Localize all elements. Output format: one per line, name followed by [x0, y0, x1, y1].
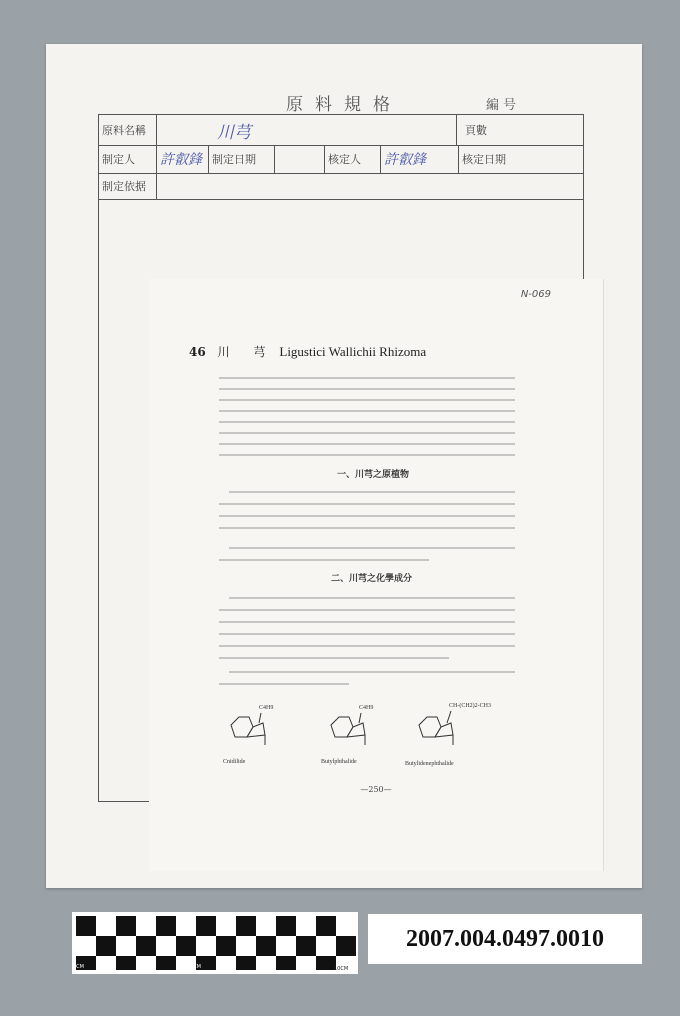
- text-line: [219, 559, 429, 561]
- scale-square: [196, 916, 216, 936]
- form-row-basis: [99, 173, 583, 200]
- name-label: 原料名稱: [99, 115, 157, 145]
- catalog-number-label: 2007.004.0497.0010: [368, 914, 642, 964]
- scale-square: [136, 936, 156, 956]
- text-line: [219, 388, 515, 390]
- text-line: [219, 621, 515, 623]
- text-line: [219, 377, 515, 379]
- heading-latin: Ligustici Wallichii Rhizoma: [279, 344, 427, 359]
- scale-square: [156, 956, 176, 970]
- scale-square: [76, 916, 96, 936]
- text-line: [229, 491, 515, 493]
- scale-square: [116, 916, 136, 936]
- text-line: [219, 633, 515, 635]
- text-line: [219, 657, 449, 659]
- structure-label: Butylphthalide: [321, 759, 357, 765]
- text-line: [219, 527, 515, 529]
- scale-square: [256, 936, 276, 956]
- text-line: [219, 454, 515, 456]
- form-number-label: 編号: [485, 98, 520, 113]
- basis-label: 制定依据: [99, 173, 157, 199]
- checker-label: 核定人: [325, 145, 381, 173]
- scale-square: [156, 916, 176, 936]
- scale-square: [236, 916, 256, 936]
- section-heading: 一、川芎之原植物: [337, 470, 410, 480]
- text-line: [229, 671, 515, 673]
- text-line: [229, 547, 515, 549]
- date1-label: 制定日期: [209, 145, 275, 173]
- scale-square: [216, 936, 236, 956]
- scale-square: [316, 916, 336, 936]
- form-frame: [98, 114, 584, 802]
- text-line: [219, 515, 515, 517]
- scale-square: [236, 956, 256, 970]
- scale-square: [276, 916, 296, 936]
- maker-label: 制定人: [99, 145, 157, 173]
- color-scale-bar: [72, 912, 358, 974]
- book-page-number: —250—: [360, 785, 392, 794]
- scale-square: [96, 936, 116, 956]
- scale-square: [296, 936, 316, 956]
- structure-substituent: CH-(CH2)2-CH3: [449, 703, 491, 709]
- name-value: 川芎: [157, 115, 457, 145]
- checker-value: 許叡鋒: [381, 145, 459, 173]
- form-title: 原料規格: [286, 95, 402, 115]
- scale-square: [276, 956, 296, 970]
- page-code: N-069: [520, 289, 551, 300]
- text-line: [219, 432, 515, 434]
- document-sheet: [46, 44, 642, 888]
- text-line: [219, 609, 515, 611]
- structure-label: Butylidenephthalide: [405, 761, 454, 767]
- text-line: [219, 683, 349, 685]
- structure-label: Cnidilide: [223, 759, 246, 765]
- text-line: [219, 503, 515, 505]
- text-line: [219, 421, 515, 423]
- pasted-book-page: [149, 279, 604, 871]
- section-heading: 二、川芎之化學成分: [331, 574, 413, 584]
- heading-number: 46: [189, 345, 206, 359]
- scale-square: [316, 956, 336, 970]
- scale-label-end: 10CM: [334, 966, 349, 972]
- form-row-name: [99, 115, 583, 146]
- structure-substituent: C4H9: [359, 705, 374, 711]
- text-line: [219, 399, 515, 401]
- text-line: [229, 597, 515, 599]
- text-line: [219, 410, 515, 412]
- monograph-heading: [189, 343, 426, 360]
- maker-value: 許叡鋒: [157, 145, 209, 173]
- scale-square: [116, 956, 136, 970]
- text-line: [219, 645, 515, 647]
- structure-substituent: C4H9: [259, 705, 274, 711]
- scale-square: [176, 936, 196, 956]
- heading-chinese: 川 芎: [217, 345, 266, 359]
- text-line: [219, 443, 515, 445]
- date2-label: 核定日期: [462, 153, 506, 166]
- scale-label-mid: 5CM: [190, 964, 201, 970]
- scale-label-start: 0CM: [73, 964, 84, 970]
- form-row-maker: [99, 145, 583, 174]
- scale-square: [336, 936, 356, 956]
- date1-value: [275, 145, 325, 173]
- page-label: 頁數: [465, 124, 487, 137]
